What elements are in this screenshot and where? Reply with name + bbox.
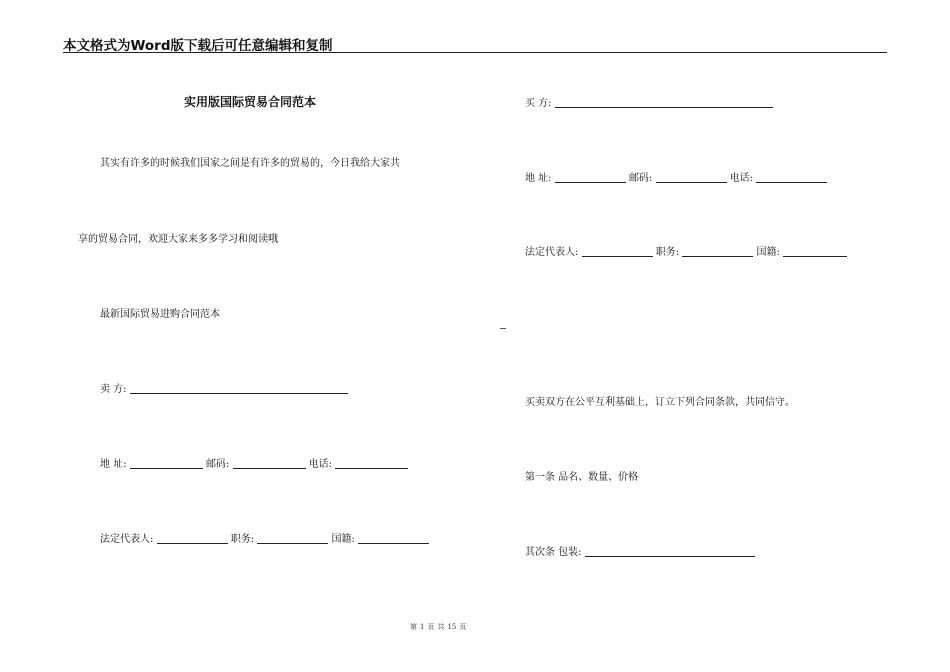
clause-2-label: 其次条 包装: <box>525 547 582 558</box>
phone-label: 电话: <box>308 459 333 470</box>
buyer-position-field[interactable] <box>682 246 753 257</box>
rep-label: 法定代表人: <box>525 247 579 258</box>
seller-postcode-field[interactable] <box>233 458 306 469</box>
buyer-rep-field[interactable] <box>582 246 653 257</box>
nationality-label: 国籍: <box>756 247 780 258</box>
phone-label: 电话: <box>729 173 754 184</box>
address-label: 地 址: <box>525 173 552 184</box>
seller-rep-row <box>100 530 429 545</box>
seller-label: 卖 方: <box>100 384 127 395</box>
position-label: 职务: <box>655 247 680 258</box>
postcode-label: 邮码: <box>628 173 653 184</box>
buyer-field[interactable] <box>555 97 773 108</box>
buyer-phone-field[interactable] <box>756 172 827 183</box>
intro-line-2: 享的贸易合同，欢迎大家来多多学习和阅读哦 <box>78 234 278 245</box>
document-title: 实用版国际贸易合同范本 <box>184 95 317 109</box>
page-footer: 第 1 页 共 15 页 <box>410 623 467 631</box>
clause-1: 第一条 品名、数量、价格 <box>525 472 639 483</box>
seller-rep-field[interactable] <box>157 533 228 544</box>
page-number: 1 <box>420 623 425 631</box>
document-header: 本文格式为Word版下载后可任意编辑和复制 <box>63 38 333 54</box>
seller-position-field[interactable] <box>257 533 328 544</box>
seller-address-field[interactable] <box>130 458 203 469</box>
nationality-label: 国籍: <box>331 534 355 545</box>
buyer-address-row <box>525 169 827 184</box>
intro-line-1: 其实有许多的时候我们国家之间是有许多的贸易的，今日我给大家共 <box>100 158 400 169</box>
seller-phone-field[interactable] <box>335 458 408 469</box>
position-label: 职务: <box>230 534 255 545</box>
clause-2-row <box>525 543 755 558</box>
header-rule <box>63 52 887 53</box>
seller-address-row <box>100 455 408 470</box>
column-divider-mark <box>500 328 506 329</box>
seller-row <box>100 380 348 395</box>
buyer-nationality-field[interactable] <box>783 246 847 257</box>
seller-field[interactable] <box>130 383 348 394</box>
packaging-field[interactable] <box>585 546 755 557</box>
page-total: 15 <box>447 623 457 631</box>
contract-subtitle: 最新国际贸易进购合同范本 <box>100 309 220 320</box>
buyer-row <box>525 94 773 109</box>
buyer-postcode-field[interactable] <box>656 172 727 183</box>
seller-nationality-field[interactable] <box>358 533 429 544</box>
address-label: 地 址: <box>100 459 127 470</box>
buyer-label: 买 方: <box>525 98 552 109</box>
buyer-address-field[interactable] <box>555 172 626 183</box>
buyer-rep-row <box>525 243 847 258</box>
agreement-text: 买卖双方在公平互利基础上，订立下列合同条款，共同信守。 <box>525 397 795 408</box>
rep-label: 法定代表人: <box>100 534 154 545</box>
postcode-label: 邮码: <box>205 459 230 470</box>
